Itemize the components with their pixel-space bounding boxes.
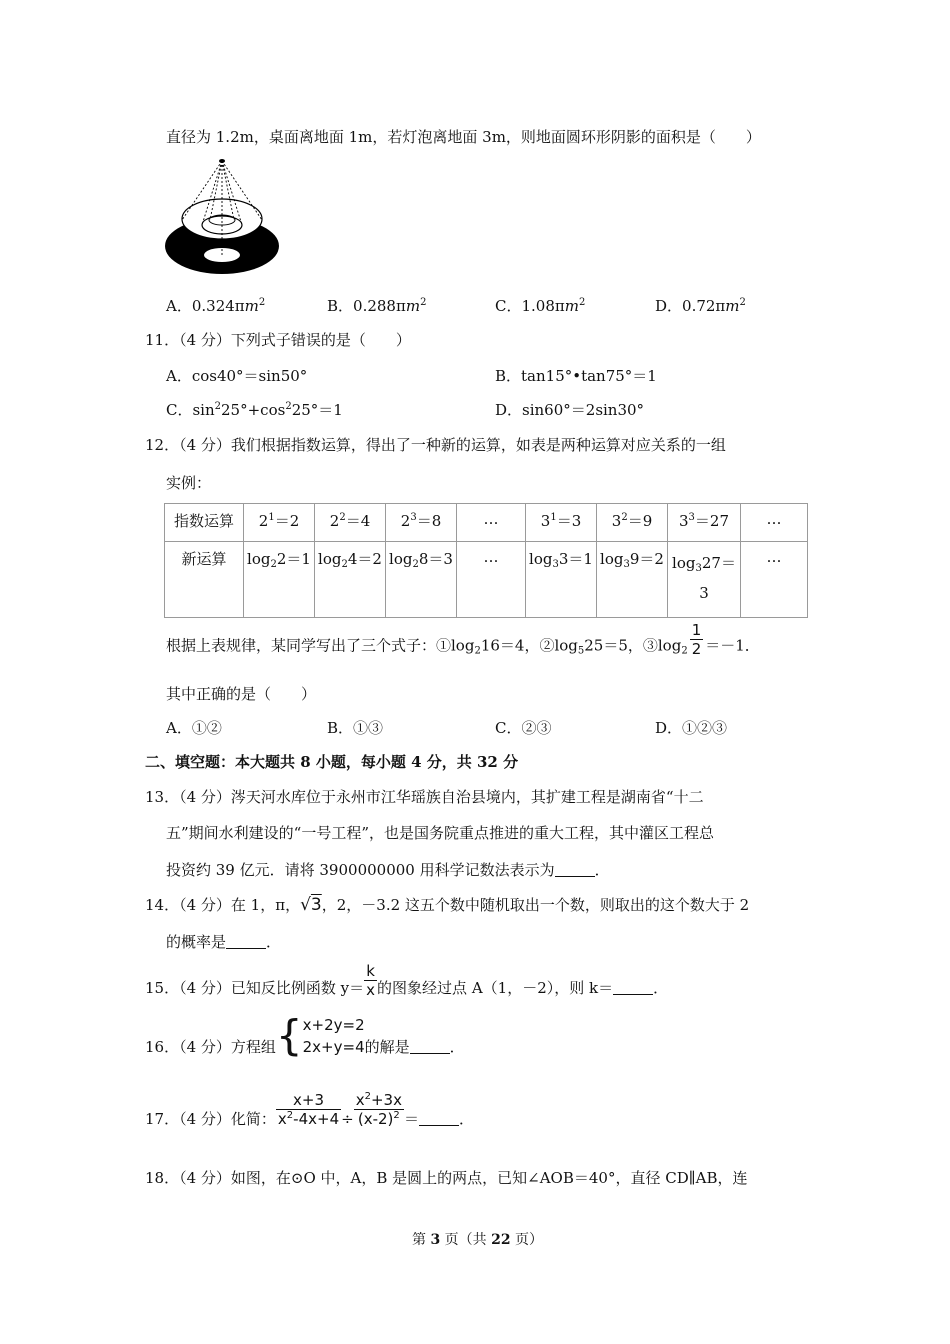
lamp-shadow-figure [164,156,286,280]
row-label-new-op: 新运算 [165,542,244,618]
q11-option-b: B．tan15°•tan75°＝1 [495,367,657,385]
q11-option-d: D．sin60°＝2sin30° [495,401,645,419]
q13-line2: 五”期间水利建设的“一号工程”，也是国务院重点推进的重大工程，其中灌区工程总 [166,824,715,842]
table-cell: $2^2=4$ [315,504,386,542]
table-cell: $3^3=27$ [668,504,741,542]
table-cell: $2^1=2$ [244,504,315,542]
q16-line: 16．（4 分）方程组{ x+2y=2 2x+y=4 的解是 ． [145,1011,465,1060]
row-label-exponent: 指数运算 [165,504,244,542]
q15-line: 15．（4 分）已知反比例函数 y＝ $\frac{k}{x}$ 的图象经过点 A（1，－2），则 k＝ ． [145,961,669,999]
answer-blank [419,1111,459,1126]
table-cell: … [457,542,526,618]
table-cell: $\log_33=1$ [526,542,597,618]
table-cell: $\log_24=2$ [315,542,386,618]
q12-stem-line1: 12．（4 分）我们根据指数运算，得出了一种新的运算，如表是两种运算对应关系的一组 [145,436,726,454]
table-cell: … [457,504,526,542]
q10-intro: 直径为 1.2m，桌面离地面 1m，若灯泡离地面 3m，则地面圆环形阴影的面积是（ ） [166,128,761,146]
table-cell: $3^2=9$ [597,504,668,542]
table-cell: $2^3=8$ [386,504,457,542]
table-cell: $\log_22=1$ [244,542,315,618]
q10-option-b: B．$0.288\pi m^2$ [327,297,427,315]
table-cell: $\log_28=3$ [386,542,457,618]
q12-ask: 其中正确的是（ ） [166,685,317,703]
page-footer: 第 3 页（共 22 页） [412,1232,544,1248]
table-row-new-op [165,542,808,618]
q12-option-a: A．①② [166,719,222,737]
q12-option-d: D．①②③ [655,719,728,737]
q11-option-c: C．$\sin^225^\circ+\cos^225^\circ=1$ [166,401,343,419]
q12-note: 根据上表规律，某同学写出了三个式子：$①\log_216=4$，$②\log_525=5$，$③\log_2$ $\frac{1}{2}$ ＝－1． [166,621,760,658]
q10-option-a: A．$0.324\pi m^2$ [166,297,266,315]
q14-line2: 的概率是 ． [166,933,282,951]
table-cell: … [741,504,808,542]
table-cell: $3^1=3$ [526,504,597,542]
q14-line1: 14．（4 分）在 1，π，√3，2，－3.2 这五个数中随机取出一个数，则取出的这个数大于 2 [145,895,750,915]
answer-blank [555,862,595,877]
q12-option-b: B．①③ [327,719,384,737]
q12-stem-line2: 实例： [166,474,212,492]
table-row-exponent [165,504,808,542]
table-cell: $\log_39=2$ [597,542,668,618]
table-cell: … [741,542,808,618]
q13-line1: 13．（4 分）涔天河水库位于永州市江华瑶族自治县境内，其扩建工程是湖南省“十二 [145,788,704,806]
answer-blank [410,1039,450,1054]
operations-table [164,503,808,618]
q10-option-c: C．$1.08\pi m^2$ [495,297,586,315]
table-cell: $\log_327=$ 3 [668,542,741,618]
q18-line: 18．（4 分）如图，在⊙O 中，A，B 是圆上的两点，已知∠AOB＝40°，直径 CD∥AB，连 [145,1169,748,1187]
answer-blank [226,934,266,949]
q11-stem: 11．（4 分）下列式子错误的是（ ） [145,331,411,349]
q10-option-d: D．$0.72\pi m^2$ [655,297,746,315]
q17-line: 17．（4 分）化简： $\frac{x+3}{x^2-4x+4}$ ÷ $\frac{x^2+3x}{(x-2)^2}$ ＝ ． [145,1090,474,1128]
q12-option-c: C．②③ [495,719,552,737]
q11-option-a: A．cos40°＝sin50° [166,367,308,385]
q13-line3: 投资约 39 亿元．请将 3900000000 用科学记数法表示为 ． [166,861,610,879]
answer-blank [613,980,653,995]
section-heading: 二、填空题：本大题共 8 小题，每小题 4 分，共 32 分 [145,753,519,771]
